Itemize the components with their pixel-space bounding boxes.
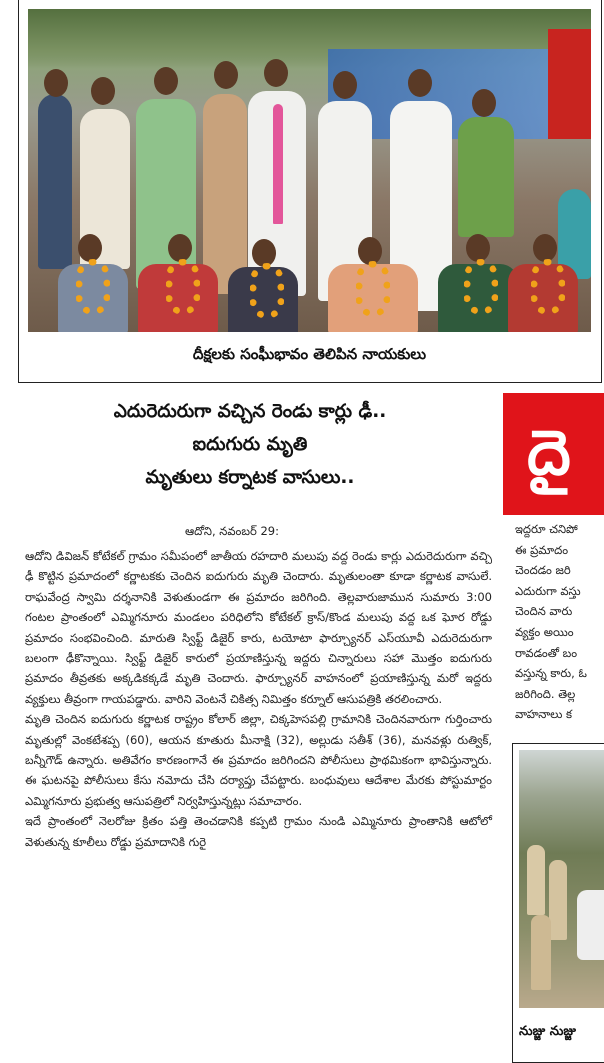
article-headline bbox=[30, 395, 470, 494]
side-column-text bbox=[515, 519, 604, 725]
side-photo-caption: నుజ్జు నుజ్జు bbox=[519, 1024, 576, 1039]
protest-photo bbox=[28, 9, 591, 332]
dateline: ఆదోని, నవంబర్ 29: bbox=[185, 524, 279, 538]
side-line: వస్తున్న కారు, ఓ bbox=[515, 666, 587, 681]
article-body bbox=[25, 546, 492, 852]
headline-line-2: ఐదుగురు మృతి bbox=[192, 434, 308, 455]
article-paragraph-3: ఇదే ప్రాంతంలో నెలరోజు క్రితం పత్తి తెంచడానికి కప్పటి గ్రామం నుండి ఎమ్మినూరు ప్రాంతానికి ఆటోలో వెళుతున్న కూలీలు రోడ్డు ప్రమాదానికి గురై bbox=[25, 814, 492, 849]
side-line: ఇద్దరూ చనిపో bbox=[515, 522, 578, 536]
newspaper-masthead-logo bbox=[503, 393, 604, 515]
side-line: ఈ ప్రమాదం bbox=[515, 542, 569, 557]
article-paragraph-2: మృతి చెందిన ఐదుగురు కర్ణాటక రాష్ట్రం కోలార్ జిల్లా, చిక్కహెసపల్లి గ్రామానికి చెందినవారుగా గుర్తించారు మృతుల్లో వెంకటేశప్ప (60), ఆయన కూతురు మీనాక్షి (32), అల్లుడు సతీశ్ (36), మనవళ్లు రుత్విక్, బన్నీగౌడ్ ఉన్నారు. అతివేగం కారణంగానే ఈ ప్రమాదం జరిగిందని పోలీసులు ప్రాథమికంగా భావిస్తున్నారు. ఈ ఘటనపై పోలీసులు కేసు నమోదు చేసి దర్యాప్తు చేపట్టారు. బంధువులు ఆదేశాల మేరకు పోస్టుమార్టం ఎమ్మిగనూరు ప్రభుత్వ ఆసుపత్రిలో నిర్వహిస్తున్నట్లు సమాచారం. bbox=[25, 712, 492, 808]
photo-caption: దీక్షలకు సంఘీభావం తెలిపిన నాయకులు bbox=[192, 345, 427, 363]
side-line: చెందడం జరి bbox=[515, 563, 571, 578]
side-line: చెందిన వారు bbox=[515, 604, 573, 619]
photo-frame bbox=[18, 0, 602, 383]
side-line: వ్యక్తం అయిం bbox=[515, 624, 574, 639]
side-photo-frame bbox=[512, 743, 604, 1063]
article-paragraph-1: ఆదోని డివిజన్ కోటేకల్ గ్రామం సమీపంలో జాతీయ రహదారి మలుపు వద్ద రెండు కార్లు ఎదురెదురుగా వచ్చి ఢీ కొట్టిన ప్రమాదంలో కర్ణాటకకు చెందిన ఐదుగురు మృతి చెందారు. మృతులంతా కూడా కర్ణాటక వాసులే. రాఘవేంద్ర స్వామి దర్శనానికి వెళుతుండగా ఈ ప్రమాదం జరిగింది. తెల్లవారుజామున సుమారు 3:00 గంటల ప్రాంతంలో ఎమ్మిగనూరు మండలం పరిధిలోని కోటేకల్ క్రాస్/కొండ మలుపు వద్ద ఒక ఘోర రోడ్డు ప్రమాదం సంభవించింది. మారుతి స్విఫ్ట్ డిజైర్ కారు, టయోటా ఫార్చ్యూనర్ ఎస్‌యూవీ ఎదురెదురుగా బలంగా ఢీకొన్నాయి. స్విఫ్ట్ డిజైర్ కారులో ప్రయాణిస్తున్న ఇద్దరు చిన్నారులు సహా మొత్తం ఐదుగురు ప్రమాదం తీవ్రతకు అక్కడికక్కడే మృతి చెందారు. ఫార్చ్యూనర్ వాహనంలో ప్రయాణిస్తున్న మరో ఇద్దరు వ్యక్తులు తీవ్రంగా గాయపడ్డారు. వారిని వెంటనే చికిత్స నిమిత్తం కర్నూల్ ఆసుపత్రికి తరలించారు. bbox=[25, 549, 492, 706]
headline-line-3: మృతులు కర్నాటక వాసులు.. bbox=[145, 467, 355, 488]
side-line: ఎదురుగా వస్తు bbox=[515, 583, 581, 598]
side-line: రావడంతో బం bbox=[515, 645, 578, 660]
side-line: వాహనాలు క bbox=[515, 707, 572, 722]
red-flag bbox=[548, 29, 591, 139]
headline-line-1: ఎదురెదురుగా వచ్చిన రెండు కార్లు ఢీ.. bbox=[113, 401, 387, 422]
masthead-glyph: దై bbox=[527, 416, 571, 489]
side-line: జరిగింది. తెల్ల bbox=[515, 686, 576, 701]
accident-photo bbox=[519, 750, 604, 1008]
